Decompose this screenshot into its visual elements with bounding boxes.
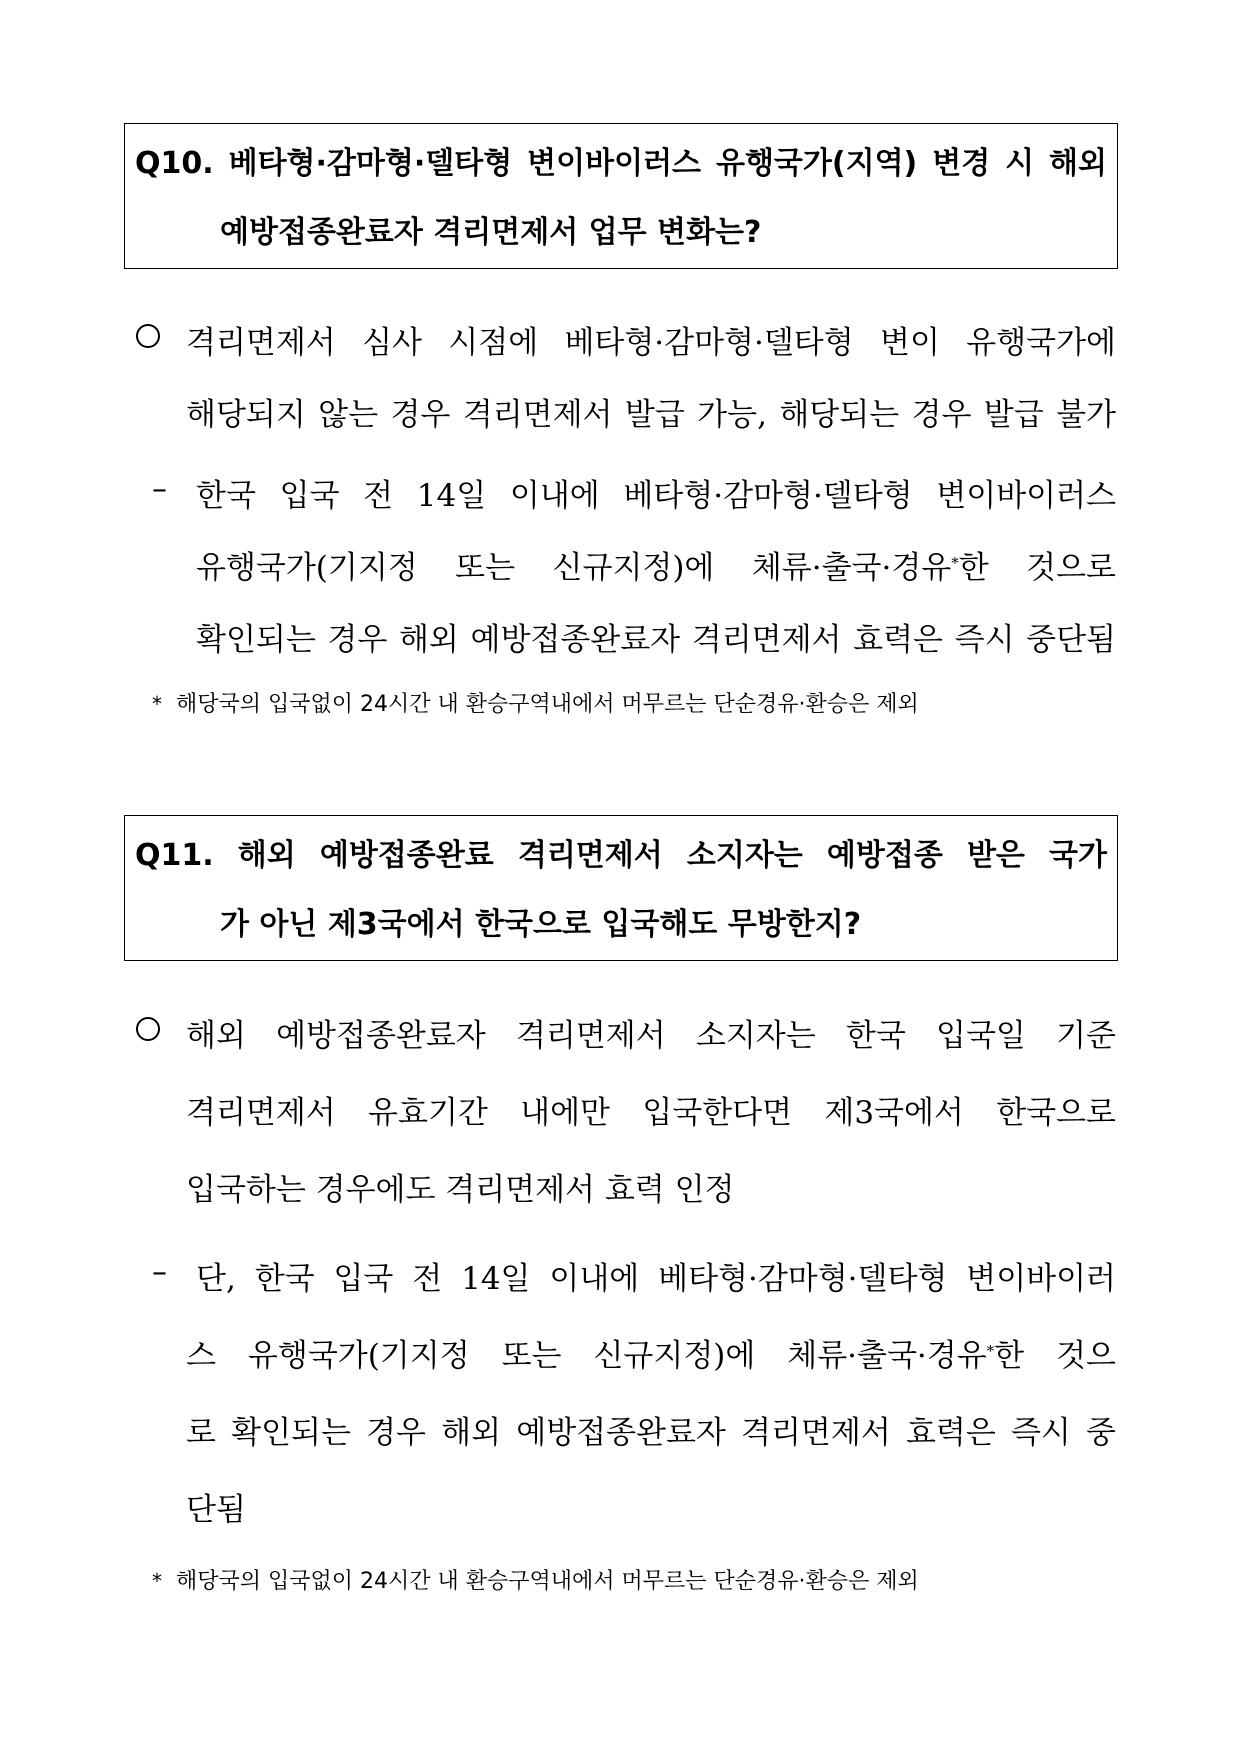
q10-footnote-mark: *	[951, 554, 959, 572]
q10-dash-line2-pre: 유행국가(기지정 또는 신규지정)에 체류·출국·경유	[196, 550, 952, 586]
q10-answer-bullet-icon	[136, 324, 160, 348]
q11-answer-bullet-icon	[136, 1017, 160, 1041]
q11-dash-line2-pre: 스 유행국가(기지정 또는 신규지정)에 체류·출국·경유	[186, 1338, 987, 1374]
q11-dash-line2-post: 한 것으	[994, 1338, 1116, 1374]
q11-answer-line1: 해외 예방접종완료자 격리면제서 소지자는 한국 입국일 기준	[186, 1018, 1116, 1054]
q11-footnote-star: *	[152, 1569, 162, 1593]
q11-answer-line3: 입국하는 경우에도 격리면제서 효력 인정	[186, 1172, 735, 1208]
q10-dash-line1: 한국 입국 전 14일 이내에 베타형·감마형·델타형 변이바이러스	[196, 478, 1116, 514]
q11-dash-icon: –	[152, 1255, 167, 1290]
q10-dash-icon: –	[152, 472, 167, 507]
q10-question-box	[124, 123, 1118, 269]
q10-title-line2: 예방접종완료자 격리면제서 업무 변화는?	[220, 215, 762, 250]
q10-dash-line2-post: 한 것으로	[958, 550, 1116, 586]
q10-answer-line2: 해당되지 않는 경우 격리면제서 발급 가능, 해당되는 경우 발급 불가	[186, 397, 1116, 433]
q11-dash-line3: 로 확인되는 경우 해외 예방접종완료자 격리면제서 효력은 즉시 중	[186, 1415, 1116, 1451]
q10-dash-line3: 확인되는 경우 해외 예방접종완료자 격리면제서 효력은 즉시 중단됨	[196, 622, 1116, 658]
q10-footnote-text: 해당국의 입국없이 24시간 내 환승구역내에서 머무르는 단순경유·환승은 제외	[176, 692, 919, 717]
q11-dash-line4: 단됨	[186, 1492, 246, 1528]
q10-footnote	[152, 687, 919, 718]
q10-title-line1: Q10. 베타형·감마형·델타형 변이바이러스 유행국가(지역) 변경 시 해외	[135, 146, 1107, 181]
q11-footnote	[152, 1564, 919, 1595]
q11-answer-line2: 격리면제서 유효기간 내에만 입국한다면 제3국에서 한국으로	[186, 1095, 1116, 1131]
q10-answer-line1: 격리면제서 심사 시점에 베타형·감마형·델타형 변이 유행국가에	[186, 325, 1116, 361]
q11-dash-line2	[186, 1330, 1116, 1375]
q10-dash-line2	[196, 542, 1116, 587]
q11-title-line2: 가 아닌 제3국에서 한국으로 입국해도 무방한지?	[220, 907, 862, 942]
q11-question-box	[124, 815, 1118, 961]
q10-footnote-star: *	[152, 692, 162, 716]
q11-footnote-mark: *	[986, 1342, 995, 1360]
q11-dash-line1: 단, 한국 입국 전 14일 이내에 베타형·감마형·델타형 변이바이러	[196, 1261, 1116, 1297]
q11-footnote-text: 해당국의 입국없이 24시간 내 환승구역내에서 머무르는 단순경유·환승은 제외	[176, 1569, 919, 1594]
q11-title-line1: Q11. 해외 예방접종완료 격리면제서 소지자는 예방접종 받은 국가	[135, 838, 1107, 873]
